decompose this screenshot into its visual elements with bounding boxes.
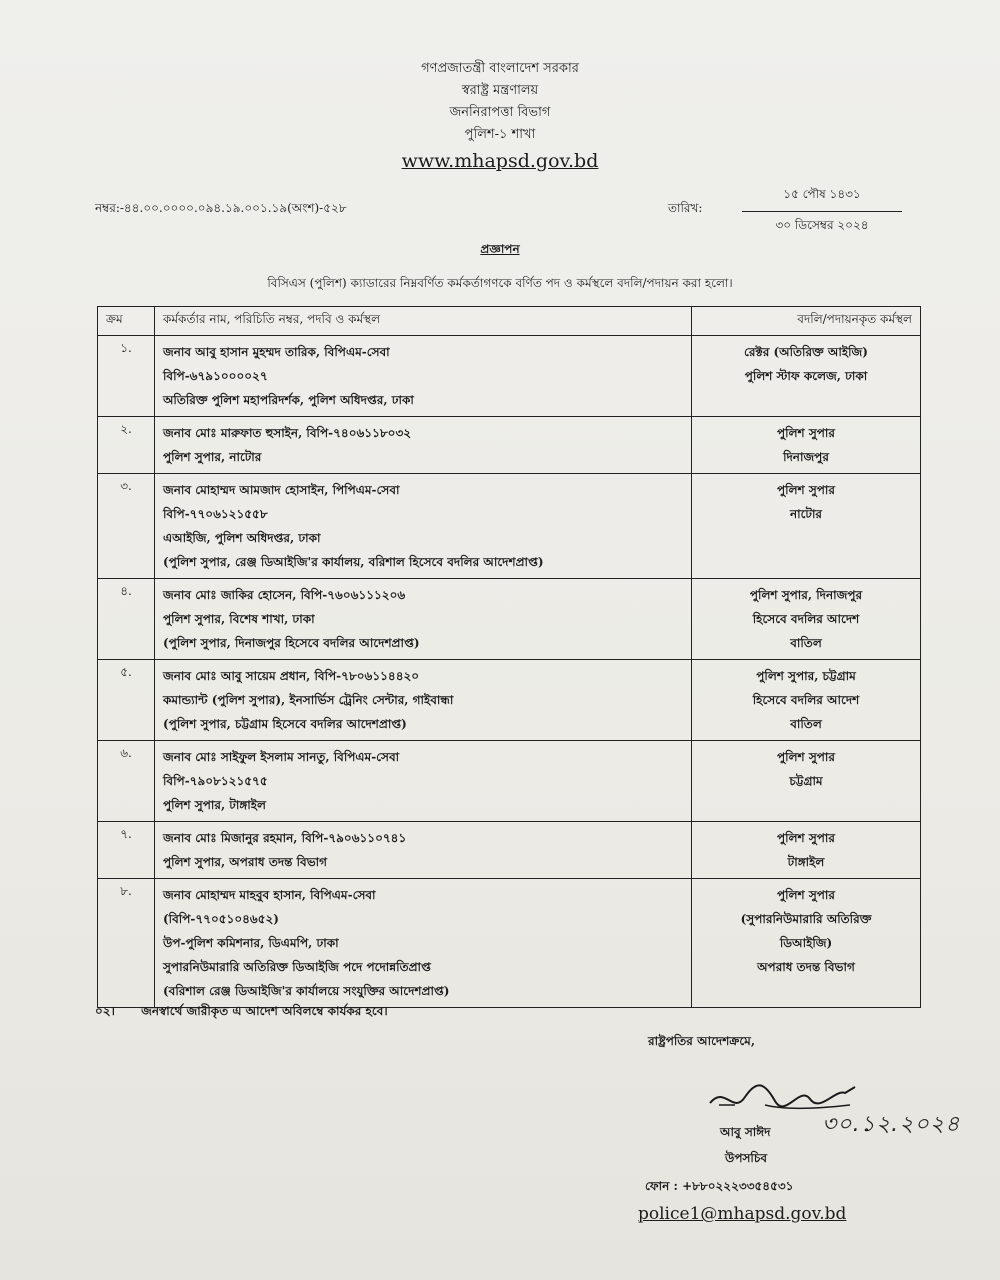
posting-line: পুলিশ সুপার bbox=[777, 750, 835, 764]
date-english: ৩০ ডিসেম্বর ২০২৪ bbox=[775, 218, 869, 232]
officers-table bbox=[97, 306, 921, 1008]
table-header-row bbox=[98, 307, 921, 336]
row-serial: ৬. bbox=[98, 741, 155, 822]
posting-line: নাটোর bbox=[789, 507, 823, 521]
header-serial: ক্রম bbox=[98, 307, 155, 336]
posting-line: পুলিশ সুপার bbox=[777, 888, 835, 902]
officer-info-line: (পুলিশ সুপার, রেঞ্জ ডিআইজি'র কার্যালয়, বরিশাল হিসেবে বদলির আদেশপ্রাপ্ত) bbox=[163, 555, 544, 569]
officer-info-line: (পুলিশ সুপার, দিনাজপুর হিসেবে বদলির আদেশপ্রাপ্ত) bbox=[163, 636, 420, 650]
posting-line: অপরাধ তদন্ত বিভাগ bbox=[757, 960, 855, 974]
posting-line: ডিআইজি) bbox=[779, 936, 833, 950]
row-serial: ৮. bbox=[98, 879, 155, 1008]
officer-info-line: পুলিশ সুপার, নাটোর bbox=[163, 450, 262, 464]
posting-cell bbox=[692, 417, 921, 474]
ministry-name: স্বরাষ্ট্র মন্ত্রণালয় bbox=[461, 83, 539, 98]
footnote-number: ০২। bbox=[95, 1004, 115, 1018]
posting-line: পুলিশ স্টাফ কলেজ, ঢাকা bbox=[744, 369, 868, 383]
officer-info-line: জনাব মোঃ সাইফুল ইসলাম সানতু, বিপিএম-সেবা bbox=[163, 750, 400, 764]
officer-info-line: জনাব আবু হাসান মুহম্মদ তারিক, বিপিএম-সেবা bbox=[163, 345, 390, 359]
officer-info-cell bbox=[155, 474, 692, 579]
officer-info-line: জনাব মোঃ মিজানুর রহমান, বিপি-৭৯০৬১১০৭৪১ bbox=[163, 831, 407, 845]
division-name: জননিরাপত্তা বিভাগ bbox=[449, 105, 551, 120]
posting-line: (সুপারনিউমারারি অতিরিক্ত bbox=[740, 912, 872, 926]
officer-info-line: সুপারনিউমারারি অতিরিক্ত ডিআইজি পদে পদোন্নতিপ্রাপ্ত bbox=[163, 960, 431, 974]
row-serial: ৩. bbox=[98, 474, 155, 579]
notice-text: বিসিএস (পুলিশ) ক্যাডারের নিম্নবর্ণিত কর্মকর্তাগণকে বর্ণিত পদ ও কর্মস্থলে বদলি/পদায়ন করা হলো। bbox=[267, 276, 733, 290]
posting-line: হিসেবে বদলির আদেশ bbox=[752, 612, 860, 626]
posting-line: পুলিশ সুপার bbox=[777, 831, 835, 845]
row-serial: ৫. bbox=[98, 660, 155, 741]
table-row bbox=[98, 474, 921, 579]
posting-cell bbox=[692, 879, 921, 1008]
officer-info-line: এআইজি, পুলিশ অধিদপ্তর, ঢাকা bbox=[163, 531, 321, 545]
posting-line: হিসেবে বদলির আদেশ bbox=[752, 693, 860, 707]
officer-info-line: (বিপি-৭৭০৫১০৪৬৫২) bbox=[163, 912, 279, 926]
table-row bbox=[98, 822, 921, 879]
row-serial: ৭. bbox=[98, 822, 155, 879]
officer-info-line: পুলিশ সুপার, বিশেষ শাখা, ঢাকা bbox=[163, 612, 315, 626]
branch-name: পুলিশ-১ শাখা bbox=[464, 127, 536, 142]
row-serial: ২. bbox=[98, 417, 155, 474]
posting-line: বাতিল bbox=[790, 636, 822, 650]
signatory-name: আবু সাঈদ bbox=[720, 1125, 771, 1139]
posting-line: পুলিশ সুপার, দিনাজপুর bbox=[749, 588, 863, 602]
officer-info-line: জনাব মোহাম্মদ মাহবুব হাসান, বিপিএম-সেবা bbox=[163, 888, 376, 902]
officer-info-line: (বরিশাল রেঞ্জ ডিআইজি'র কার্যালয়ে সংযুক্তির আদেশপ্রাপ্ত) bbox=[163, 984, 450, 998]
officer-info-cell bbox=[155, 879, 692, 1008]
date-block bbox=[742, 186, 902, 237]
table-row bbox=[98, 336, 921, 417]
posting-line: পুলিশ সুপার, চট্টগ্রাম bbox=[756, 669, 856, 683]
officer-info-line: (পুলিশ সুপার, চট্টগ্রাম হিসেবে বদলির আদেশপ্রাপ্ত) bbox=[163, 717, 407, 731]
posting-line: রেক্টর (অতিরিক্ত আইজি) bbox=[744, 345, 868, 359]
officer-info-line: পুলিশ সুপার, অপরাধ তদন্ত বিভাগ bbox=[163, 855, 327, 869]
table-row bbox=[98, 741, 921, 822]
table-row bbox=[98, 879, 921, 1008]
row-serial: ১. bbox=[98, 336, 155, 417]
order-text: রাষ্ট্রপতির আদেশক্রমে, bbox=[648, 1034, 756, 1048]
officer-info-line: বিপি-৭৯০৮১২১৫৭৫ bbox=[163, 774, 268, 788]
signatory-designation: উপসচিব bbox=[725, 1151, 768, 1165]
posting-cell bbox=[692, 660, 921, 741]
officer-info-cell bbox=[155, 660, 692, 741]
officer-info-line: অতিরিক্ত পুলিশ মহাপরিদর্শক, পুলিশ অধিদপ্তর, ঢাকা bbox=[163, 393, 414, 407]
footnote bbox=[95, 1003, 388, 1023]
table-row bbox=[98, 660, 921, 741]
phone-number: ফোন : +৮৮০২২২৩৩৫৪৫৩১ bbox=[645, 1179, 794, 1193]
officer-info-line: জনাব মোঃ জাকির হোসেন, বিপি-৭৬০৬১১১২০৬ bbox=[163, 588, 406, 602]
posting-cell bbox=[692, 741, 921, 822]
officer-info-line: পুলিশ সুপার, টাঙ্গাইল bbox=[163, 798, 266, 812]
officer-info-line: বিপি-৬৭৯১০০০০২৭ bbox=[163, 369, 268, 383]
posting-line: টাঙ্গাইল bbox=[787, 855, 825, 869]
officer-info-line: জনাব মোহাম্মদ আমজাদ হোসাইন, পিপিএম-সেবা bbox=[163, 483, 400, 497]
memo-number: নম্বর:-৪৪.০০.০০০০.০৯৪.১৯.০০১.১৯(অংশ)-৫২৮ bbox=[95, 201, 347, 215]
posting-cell bbox=[692, 336, 921, 417]
website-link[interactable]: www.mhapsd.gov.bd bbox=[401, 150, 599, 172]
officer-info-cell bbox=[155, 417, 692, 474]
posting-line: চট্টগ্রাম bbox=[789, 774, 823, 788]
officer-info-line: জনাব মোঃ মারুফাত হুসাইন, বিপি-৭৪০৬১১৮০৩২ bbox=[163, 426, 412, 440]
posting-line: পুলিশ সুপার bbox=[777, 483, 835, 497]
date-bangla: ১৫ পৌষ ১৪৩১ bbox=[742, 186, 902, 212]
posting-cell bbox=[692, 822, 921, 879]
officer-info-cell bbox=[155, 336, 692, 417]
row-serial: ৪. bbox=[98, 579, 155, 660]
signature-date: ৩০.১২.২০২৪ bbox=[822, 1112, 961, 1137]
officer-info-cell bbox=[155, 822, 692, 879]
posting-line: পুলিশ সুপার bbox=[777, 426, 835, 440]
footnote-text: জনস্বার্থে জারীকৃত এ আদেশ অবিলম্বে কার্যকর হবে। bbox=[141, 1004, 388, 1018]
officer-info-cell bbox=[155, 579, 692, 660]
officer-info-line: বিপি-৭৭০৬১২১৫৫৮ bbox=[163, 507, 268, 521]
date-label: তারিখ: bbox=[668, 201, 703, 215]
notice-title: প্রজ্ঞাপন bbox=[480, 242, 520, 256]
govt-name: গণপ্রজাতন্ত্রী বাংলাদেশ সরকার bbox=[421, 61, 579, 76]
posting-line: বাতিল bbox=[790, 717, 822, 731]
table-row bbox=[98, 417, 921, 474]
email-link[interactable]: police1@mhapsd.gov.bd bbox=[638, 1204, 847, 1224]
officer-info-cell bbox=[155, 741, 692, 822]
officer-info-line: উপ-পুলিশ কমিশনার, ডিএমপি, ঢাকা bbox=[163, 936, 339, 950]
posting-line: দিনাজপুর bbox=[783, 450, 829, 464]
header-officer-info: কর্মকর্তার নাম, পরিচিতি নম্বর, পদবি ও কর্মস্থল bbox=[155, 307, 692, 336]
officer-info-line: জনাব মোঃ আবু সায়েম প্রধান, বিপি-৭৮০৬১১৪৪২০ bbox=[163, 669, 420, 683]
table-row bbox=[98, 579, 921, 660]
officer-info-line: কমান্ড্যান্ট (পুলিশ সুপার), ইনসার্ভিস ট্রেনিং সেন্টার, গাইবান্ধা bbox=[163, 693, 454, 707]
posting-cell bbox=[692, 579, 921, 660]
header-posting: বদলি/পদায়নকৃত কর্মস্থল bbox=[692, 307, 921, 336]
letterhead bbox=[0, 58, 1000, 172]
posting-cell bbox=[692, 474, 921, 579]
